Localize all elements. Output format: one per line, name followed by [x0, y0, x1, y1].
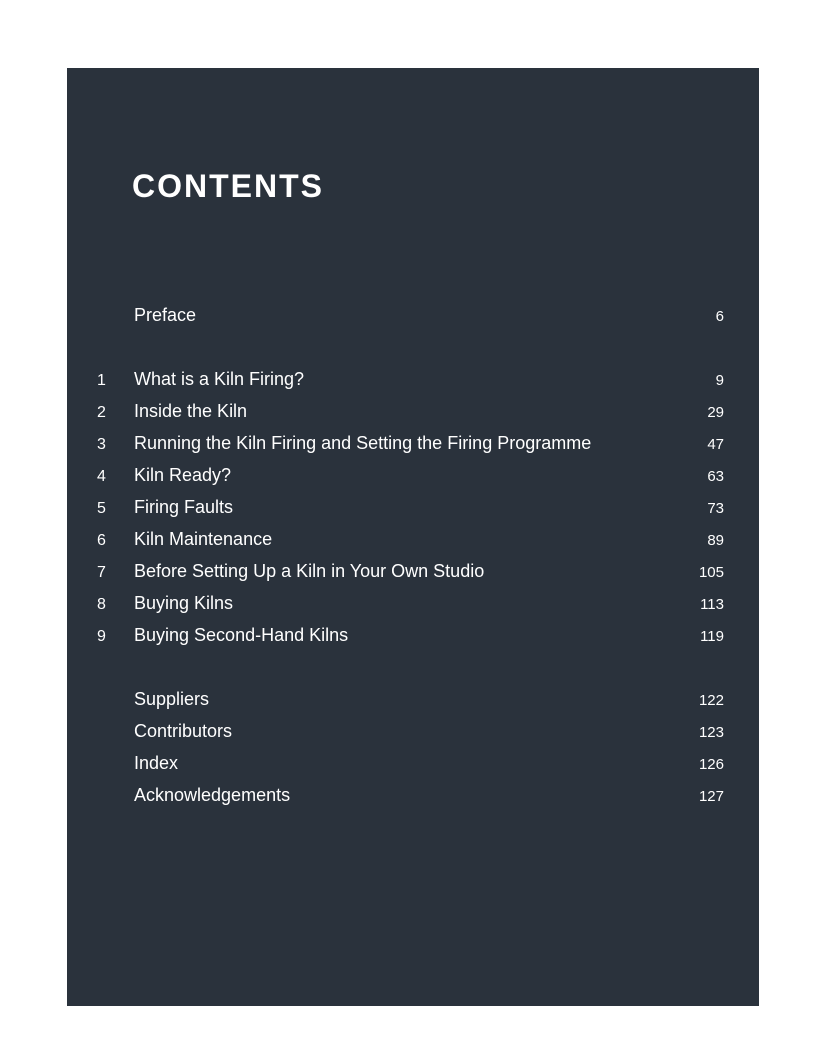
toc-entry-label: Index — [134, 753, 179, 773]
toc-entry-page: 122 — [698, 692, 724, 709]
toc-entry-acknowledgements[interactable] — [67, 783, 759, 811]
chapter-page: 73 — [707, 500, 724, 517]
chapter-title: Buying Second-Hand Kilns — [134, 625, 349, 645]
toc-chapter-3[interactable] — [67, 431, 759, 459]
chapter-title: Kiln Ready? — [134, 465, 232, 485]
chapter-number: 1 — [97, 372, 106, 389]
toc-entry-label: Contributors — [134, 721, 233, 741]
chapter-title: What is a Kiln Firing? — [134, 369, 305, 389]
toc-entry-label: Acknowledgements — [134, 785, 291, 805]
chapter-number: 9 — [97, 628, 106, 645]
chapter-number: 5 — [97, 500, 106, 517]
toc-entry-label: Suppliers — [134, 689, 210, 709]
chapter-title: Kiln Maintenance — [134, 529, 273, 549]
chapter-page: 89 — [707, 532, 724, 549]
chapter-page: 29 — [707, 404, 724, 421]
chapter-page: 47 — [707, 436, 724, 453]
chapter-number: 4 — [97, 468, 106, 485]
chapter-number: 8 — [97, 596, 106, 613]
toc-entry-preface[interactable] — [67, 303, 759, 331]
toc-entry-suppliers[interactable] — [67, 687, 759, 715]
chapter-title: Before Setting Up a Kiln in Your Own Studio — [134, 561, 485, 581]
toc-entry-page: 126 — [698, 756, 724, 773]
chapter-page: 9 — [715, 372, 724, 389]
chapter-title: Buying Kilns — [134, 593, 234, 613]
toc-chapter-1[interactable] — [67, 367, 759, 395]
chapter-page: 105 — [698, 564, 724, 581]
toc-entry-page: 123 — [698, 724, 724, 741]
toc-entry-contributors[interactable] — [67, 719, 759, 747]
chapter-page: 63 — [707, 468, 724, 485]
toc-entry-label: Preface — [134, 305, 197, 325]
chapter-title: Inside the Kiln — [134, 401, 248, 421]
toc-chapter-4[interactable] — [67, 463, 759, 491]
toc-entry-page: 127 — [698, 788, 724, 805]
toc-entry-index[interactable] — [67, 751, 759, 779]
chapter-number: 7 — [97, 564, 106, 581]
chapter-title: Running the Kiln Firing and Setting the Firing Programme — [134, 433, 592, 453]
contents-heading: CONTENTS — [132, 168, 324, 204]
toc-chapter-6[interactable] — [67, 527, 759, 555]
chapter-page: 119 — [700, 628, 724, 645]
toc-entry-page: 6 — [715, 308, 724, 325]
chapter-number: 3 — [97, 436, 106, 453]
contents-panel — [67, 68, 759, 1006]
toc-chapter-9[interactable] — [67, 623, 759, 651]
chapter-number: 6 — [97, 532, 106, 549]
toc-chapter-5[interactable] — [67, 495, 759, 523]
toc-chapter-2[interactable] — [67, 399, 759, 427]
chapter-number: 2 — [97, 404, 106, 421]
toc-chapter-8[interactable] — [67, 591, 759, 619]
chapter-title: Firing Faults — [134, 497, 234, 517]
chapter-page: 113 — [700, 596, 724, 613]
toc-chapter-7[interactable] — [67, 559, 759, 587]
